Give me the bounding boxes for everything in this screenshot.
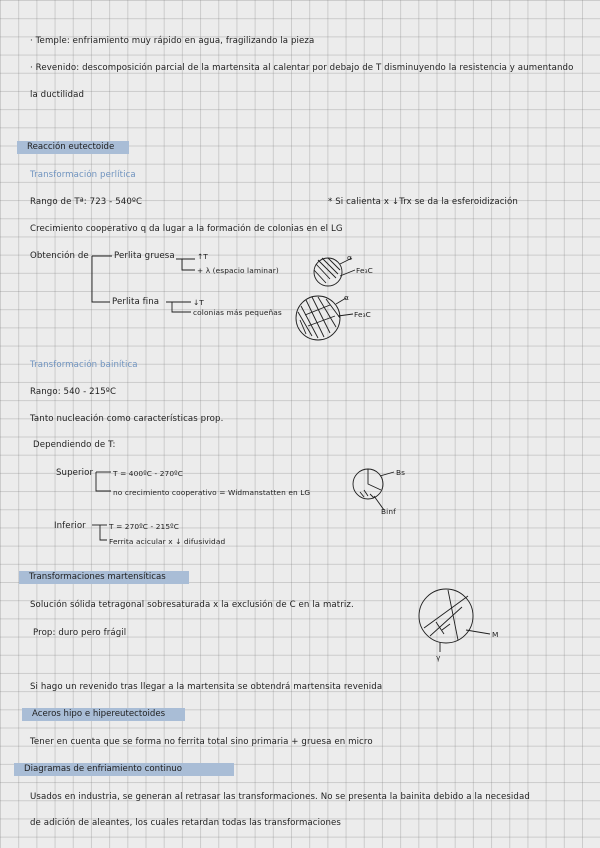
header-diagramas-enfriamiento [14, 763, 234, 776]
fina-temp: ↓T [193, 298, 204, 307]
rango-perlita: Rango de Tª: 723 - 540ºC [30, 197, 143, 207]
fe3c-label-1: Fe₃C [356, 266, 373, 275]
tener-line: Tener en cuenta que se forma no ferrita total sino primaria + gruesa en micro [30, 737, 373, 747]
alpha-label-2: α [344, 293, 349, 302]
inferior-label: Inferior [54, 521, 86, 531]
crecimiento-line: Crecimiento cooperativo q da lugar a la formación de colonias en el LG [30, 224, 343, 234]
dependiendo-line: Dependiendo de T: [33, 440, 116, 450]
alpha-label-1: α [347, 253, 352, 262]
header-label: Aceros hipo e hipereutectoides [32, 709, 166, 719]
revenido-line: · Revenido: descomposición parcial de la martensita al calentar por debajo de T disminuyendo la resistencia y aumentando [30, 63, 574, 73]
perlita-fina: Perlita fina [112, 297, 160, 307]
header-label: Diagramas de enfriamiento continuo [24, 764, 182, 774]
nucleacion-line: Tanto nucleación como características prop. [30, 414, 224, 424]
inferior-desc: Ferrita acicular x ↓ difusividad [109, 537, 226, 546]
header-label: Transformaciones martensíticas [29, 572, 166, 582]
superior-temp: T = 400ºC - 270ºC [113, 469, 183, 478]
perlita-gruesa: Perlita gruesa [114, 251, 175, 261]
temple-line: · Temple: enfriamiento muy rápido en agua, fragilizando la pieza [30, 36, 315, 46]
inferior-temp: T = 270ºC - 215ºC [109, 522, 179, 531]
solucion-line: Solución sólida tetragonal sobresaturada x la exclusión de C en la matriz. [30, 600, 354, 610]
prop-line: Prop: duro pero frágil [33, 628, 127, 638]
obtencion-label: Obtención de [30, 251, 89, 261]
header-label: Reacción eutectoide [27, 142, 115, 152]
superior-label: Superior [56, 468, 94, 478]
fina-colonias: colonias más pequeñas [193, 308, 282, 317]
revenido-line-2: la ductilidad [30, 90, 85, 100]
usados-line-2: de adición de aleantes, los cuales retardan todas las transformaciones [30, 818, 341, 828]
usados-line: Usados en industria, se generan al retrasar las transformaciones. No se presenta la bainita debido a la necesidad [30, 792, 530, 802]
gamma-label: γ [436, 653, 441, 662]
gruesa-lambda: + λ (espacio laminar) [197, 266, 279, 275]
binf-label: Binf [381, 507, 396, 516]
m-label: M [492, 630, 499, 639]
header-aceros-hipo-hipereutectoides [22, 708, 185, 721]
perlitica-title: Transformación perlítica [30, 170, 136, 180]
fe3c-label-2: Fe₃C [354, 310, 371, 319]
rango-bainita: Rango: 540 - 215ºC [30, 387, 117, 397]
bs-label: Bs [396, 468, 406, 477]
bainitica-title: Transformación bainítica [30, 360, 138, 370]
superior-desc: no crecimiento cooperativo = Widmanstatten en LG [113, 488, 311, 497]
gruesa-temp: ↑T [197, 252, 208, 261]
si-hago-line: Si hago un revenido tras llegar a la martensita se obtendrá martensita revenida [30, 682, 383, 692]
esferoidizacion-note: * Si calienta x ↓Trx se da la esferoidización [328, 197, 518, 207]
